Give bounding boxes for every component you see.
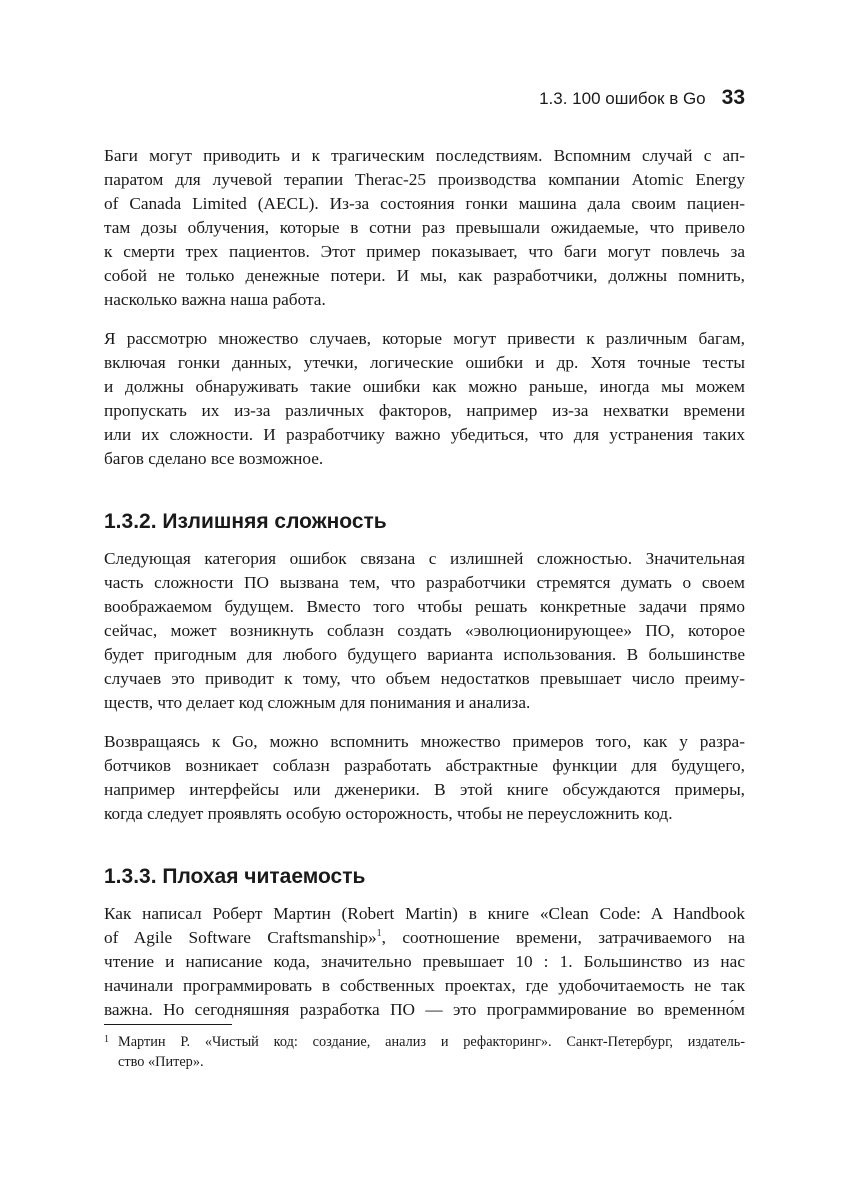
text-line: пропускать их из-за различных факторов, например из-за нехватки времени xyxy=(104,401,745,420)
text-fragment: , соотношение времени, затрачиваемого на xyxy=(381,928,745,947)
text-line: ботчиков возникает соблазн разработать абстрактные функции для будущего, xyxy=(104,756,745,775)
text-line: паратом для лучевой терапии Therac-25 производства компании Atomic Energy xyxy=(104,170,745,189)
page-number: 33 xyxy=(721,86,745,109)
running-head xyxy=(539,86,745,112)
footnote-reference[interactable]: 1 xyxy=(376,928,382,940)
text-line: воображаемом будущем. Вместо того чтобы решать конкретные задачи прямо xyxy=(104,597,745,616)
text-line: багов сделано все возможное. xyxy=(104,449,324,468)
footnote-line: Мартин Р. «Чистый код: создание, анализ и рефакторинг». Санкт-Петербург, издатель- xyxy=(118,1034,745,1050)
text-line: когда следует проявлять особую осторожность, чтобы не переусложнить код. xyxy=(104,804,673,823)
text-line: там дозы облучения, которые в сотни раз превышали ожидаемые, что привело xyxy=(104,218,745,237)
text-line: случаев это приводит к тому, что объем недостатков превышает число преиму- xyxy=(104,669,745,688)
text-line: к смерти трех пациентов. Этот пример показывает, что баги могут повлечь за xyxy=(104,242,745,261)
text-line: Следующая категория ошибок связана с излишней сложностью. Значительная xyxy=(104,549,745,568)
text-line: Я рассмотрю множество случаев, которые могут привести к различным багам, xyxy=(104,329,745,348)
text-line: например интерфейсы или дженерики. В этой книге обсуждаются примеры, xyxy=(104,780,745,799)
text-line: Баги могут приводить и к трагическим последствиям. Вспомним случай с ап- xyxy=(104,146,745,165)
paragraph-bug-cases xyxy=(104,327,745,471)
paragraph-complexity xyxy=(104,547,745,715)
text-line: часть сложности ПО вызвана тем, что разработчики стремятся думать о своем xyxy=(104,573,745,592)
text-line: сейчас, может возникнуть соблазн создать «эволюционирующее» ПО, которое xyxy=(104,621,745,640)
text-line: начинали программировать в собственных проектах, где удобочитаемость не так xyxy=(104,976,745,995)
text-line: будет пригодным для любого будущего варианта использования. В большинстве xyxy=(104,645,745,664)
text-line xyxy=(104,926,745,950)
paragraph-readability xyxy=(104,902,745,1022)
section-heading-readability: 1.3.3. Плохая читаемость xyxy=(104,865,366,888)
section-heading-complexity: 1.3.2. Излишняя сложность xyxy=(104,510,387,533)
footnote-divider xyxy=(104,1024,232,1025)
text-line: Возвращаясь к Go, можно вспомнить множество примеров того, как у разра- xyxy=(104,732,745,751)
paragraph-therac-bugs xyxy=(104,144,745,312)
text-line: Как написал Роберт Мартин (Robert Martin) в книге «Clean Code: A Handbook xyxy=(104,904,745,923)
text-line: of Canada Limited (AECL). Из-за состояния гонки машина дала своим пациен- xyxy=(104,194,745,213)
text-line: ществ, что делает код сложным для понимания и анализа. xyxy=(104,693,531,712)
text-fragment: of Agile Software Craftsmanship» xyxy=(104,928,377,947)
running-head-title: 1.3. 100 ошибок в Go xyxy=(539,89,706,108)
footnote-line: ство «Питер». xyxy=(118,1054,204,1070)
text-line: насколько важна наша работа. xyxy=(104,290,326,309)
text-line: и должны обнаруживать такие ошибки как можно раньше, иногда мы можем xyxy=(104,377,745,396)
footnote-number: 1 xyxy=(104,1034,109,1045)
text-line: важна. Но сегодняшняя разработка ПО — это программирование во временно́м xyxy=(104,1000,745,1019)
text-line: собой не только денежные потери. И мы, как разработчики, должны помнить, xyxy=(104,266,745,285)
page-body xyxy=(104,144,745,1022)
paragraph-go-abstractions xyxy=(104,730,745,826)
text-line: чтение и написание кода, значительно превышает 10 : 1. Большинство из нас xyxy=(104,952,745,971)
text-line: включая гонки данных, утечки, логические ошибки и др. Хотя точные тесты xyxy=(104,353,745,372)
footnote-text xyxy=(118,1032,745,1072)
text-line: или их сложности. И разработчику важно убедиться, что для устранения таких xyxy=(104,425,745,444)
footnote xyxy=(104,1032,745,1072)
